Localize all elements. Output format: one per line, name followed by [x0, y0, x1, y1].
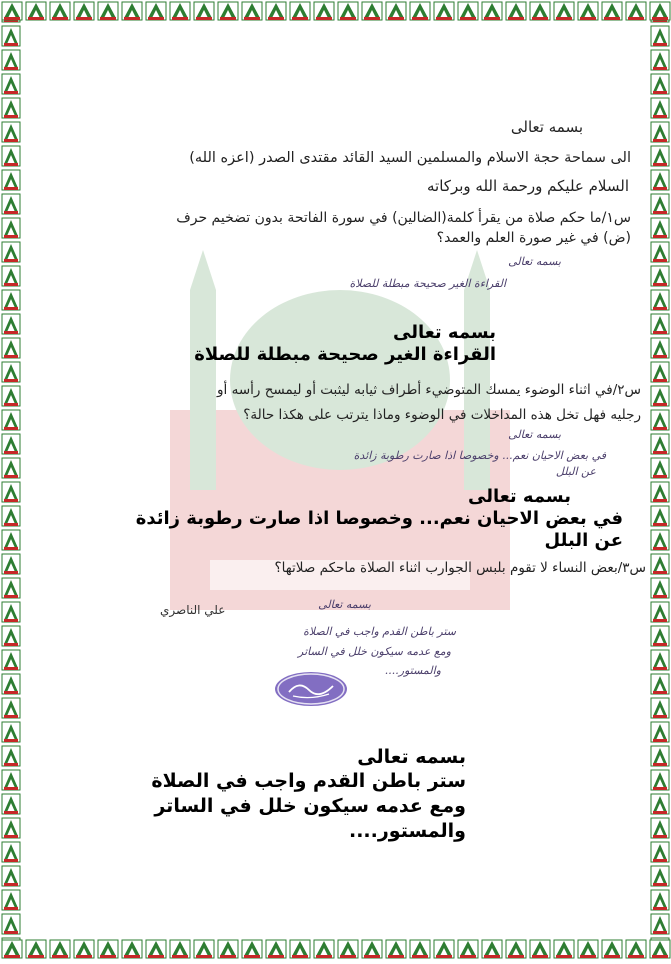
question-2-line-2: رجليه فهل تخل هذه المداخلات في الوضوء وماذا يترتب على هكذا حالة؟ — [243, 407, 641, 423]
answer-3-line-3: والمستور.... — [348, 820, 466, 842]
document-heading: بسمه تعالى — [510, 118, 583, 136]
border-pattern-top — [0, 0, 671, 22]
handwritten-answer-2b: عن البلل — [555, 465, 596, 478]
answer-3-heading: بسمه تعالى — [357, 746, 466, 768]
question-1-line-2: (ض) في غير صورة العلم والعمد؟ — [436, 230, 631, 246]
handwritten-answer-3-line-1: ستر باطن القدم واجب في الصلاة — [303, 625, 456, 638]
handwritten-heading-2: بسمه تعالى — [508, 428, 561, 441]
decorative-border-top — [0, 0, 671, 22]
handwritten-answer-3-line-3: والمستور.... — [384, 664, 441, 677]
signature-name: علي الناصري — [160, 603, 226, 617]
handwritten-answer-3-line-2: ومع عدمه سيكون خلل في الساتر — [298, 645, 451, 658]
official-stamp — [275, 672, 347, 706]
question-3: س٣/بعض النساء لا تقوم بلبس الجوارب اثناء الصلاة ماحكم صلاتها؟ — [274, 560, 646, 576]
decorative-border-right — [649, 0, 671, 960]
answer-3-line-2: ومع عدمه سيكون خلل في الساتر — [154, 795, 466, 817]
handwritten-answer-2: في بعض الاحيان نعم... وخصوصا اذا صارت رطوبة زائدة — [353, 449, 606, 462]
stamp-seal-icon — [275, 672, 347, 706]
answer-2-line-2: عن البلل — [544, 530, 623, 551]
answer-2-line-1: في بعض الاحيان نعم... وخصوصا اذا صارت رطوبة زائدة — [135, 508, 623, 529]
addressee-line: الى سماحة حجة الاسلام والمسلمين السيد القائد مقتدى الصدر (اعزه الله) — [189, 150, 631, 166]
decorative-border-left — [0, 0, 22, 960]
greeting-line: السلام عليكم ورحمة الله وبركاته — [427, 177, 629, 195]
border-pattern-right — [649, 0, 671, 960]
answer-1-heading: بسمه تعالى — [393, 322, 496, 343]
handwritten-heading-3: بسمه تعالى — [318, 598, 371, 611]
border-pattern-bottom — [0, 938, 671, 960]
handwritten-heading-1: بسمه تعالى — [508, 255, 561, 268]
answer-3-line-1: ستر باطن القدم واجب في الصلاة — [151, 770, 466, 792]
handwritten-answer-1: القراءة الغير صحيحة مبطلة للصلاة — [349, 277, 506, 290]
answer-2-heading: بسمه تعالى — [468, 486, 571, 507]
question-1-line-1: س١/ما حكم صلاة من يقرأ كلمة(الضالين) في سورة الفاتحة بدون تضخيم حرف — [176, 210, 631, 226]
answer-1-text: القراءة الغير صحيحة مبطلة للصلاة — [194, 344, 496, 365]
decorative-border-bottom — [0, 938, 671, 960]
question-2-line-1: س٢/في اثناء الوضوء يمسك المتوضيء أطراف ثيابه ليثبت أو ليمسح رأسه أو — [217, 382, 641, 398]
border-pattern-left — [0, 0, 22, 960]
